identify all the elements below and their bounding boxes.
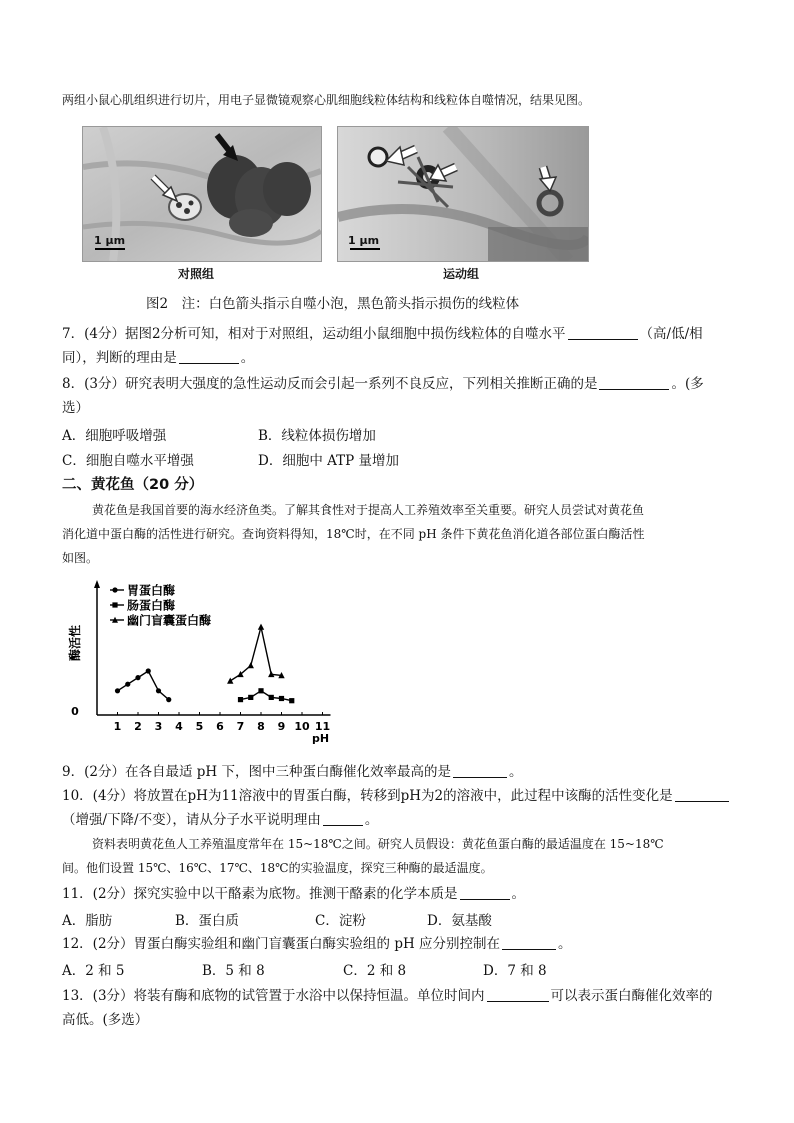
question-10-line2 [62,810,378,830]
q8-text-end: 。(多 [671,376,704,392]
q12-option-a[interactable]: A．2 和 5 [62,963,125,979]
data-point [258,688,263,693]
q12-blank[interactable] [502,935,556,950]
q9-text-end: 。 [508,764,523,780]
para2-line1: 资料表明黄花鱼人工养殖温度常年在 15~18℃之间。研究人员假设：黄花鱼蛋白酶的最适温度在 15~18℃ [92,837,664,851]
q11-text: 11．(2分）探究实验中以干酪素为底物。推测干酪素的化学本质是 [62,886,458,902]
para1-line3: 如图。 [62,551,99,565]
q10-text: 10．(4分）将放置在pH为11溶液中的胃蛋白酶，转移到pH为2的溶液中，此过程中该酶的活性变化是 [62,788,673,804]
data-point [279,696,284,701]
q7-text-c: 同），判断的理由是 [62,350,177,366]
q12-text: 12．(2分）胃蛋白酶实验组和幽门盲囊蛋白酶实验组的 pH 应分别控制在 [62,936,501,952]
question-9 [62,762,522,782]
question-13-line1 [62,986,713,1006]
section-2-title: 二、黄花鱼（20 分） [62,477,204,493]
q11-option-c[interactable]: C．淀粉 [315,913,366,929]
intro-text: 两组小鼠心肌组织进行切片，用电子显微镜观察心肌细胞线粒体结构和线粒体自噬情况，结果见图。 [62,93,591,107]
q10-blank-2[interactable] [323,811,363,826]
q8-option-b[interactable]: B．线粒体损伤增加 [258,428,376,444]
q12-option-d[interactable]: D．7 和 8 [483,963,547,979]
x-axis-label: pH [311,732,330,745]
q7-text-b: （高/低/相 [639,326,703,342]
data-point [269,695,274,700]
q8-option-c[interactable]: C．细胞自噬水平增强 [62,453,194,469]
scale-bar-left-label: 1 μm [94,234,126,247]
q9-blank[interactable] [453,763,507,778]
data-point [156,688,161,693]
q7-text-d: 。 [240,350,255,366]
x-tick-label: 1 [113,720,122,733]
question-13-line2: 高低。(多选） [62,1012,149,1028]
legend-label: 胃蛋白酶 [127,583,176,598]
q10-text-b: （增强/下降/不变），请从分子水平说明理由 [62,812,321,828]
label-exercise-group: 运动组 [443,267,480,281]
data-point [166,697,171,702]
question-7-line2 [62,348,254,368]
data-point [135,675,140,680]
para1-line1: 黄花鱼是我国首要的海水经济鱼类。了解其食性对于提高人工养殖效率至关重要。研究人员尝试对黄花鱼 [92,503,645,517]
y-axis-label: 酶活性 [68,624,82,662]
q11-blank[interactable] [460,885,510,900]
x-tick-label: 7 [236,720,245,733]
x-tick-label: 9 [277,720,286,733]
q11-option-a[interactable]: A．脂肪 [62,913,113,929]
label-control-group: 对照组 [178,267,215,281]
x-tick-label: 3 [154,720,163,733]
q8-option-a[interactable]: A．细胞呼吸增强 [62,428,167,444]
scale-bar-right-label: 1 μm [348,234,380,247]
q7-text-a: 7．(4分）据图2分析可知，相对于对照组，运动组小鼠细胞中损伤线粒体的自噬水平 [62,326,566,342]
q11-option-d[interactable]: D．氨基酸 [427,913,492,929]
x-tick-label: 8 [257,720,265,733]
figure2-caption: 图2 注：白色箭头指示自噬小泡，黑色箭头指示损伤的线粒体 [146,296,520,312]
q11-option-b[interactable]: B．蛋白质 [175,913,239,929]
data-point [258,624,264,630]
legend-marker [112,587,117,592]
x-tick-label: 5 [195,720,204,733]
data-point [248,695,253,700]
x-tick-label: 4 [175,720,183,733]
x-tick-label: 10 [294,720,310,733]
data-point [289,698,294,703]
q10-blank-1[interactable] [675,787,729,802]
q8-option-d[interactable]: D．细胞中 ATP 量增加 [258,453,400,469]
x-tick-label: 6 [216,720,224,733]
q12-option-b[interactable]: B．5 和 8 [202,963,265,979]
para2-line2: 间。他们设置 15℃、16℃、17℃、18℃的实验温度，探究三种酶的最适温度。 [62,861,493,875]
data-point [238,697,243,702]
x-tick-label: 0 [71,705,79,718]
data-point [146,668,151,673]
q10-text-end: 。 [364,812,379,828]
legend-marker [112,602,117,607]
question-8-line2: 选） [62,400,89,416]
x-tick-label: 2 [134,720,142,733]
q13-blank[interactable] [487,987,549,1002]
q13-text-a: 13．(3分）将装有酶和底物的试管置于水浴中以保持恒温。单位时间内 [62,988,485,1004]
para1-line2: 消化道中蛋白酶的活性进行研究。查询资料得知，18℃时，在不同 pH 条件下黄花鱼消化道各部位蛋白酶活性 [62,527,645,541]
series-line-0 [118,671,169,700]
q9-text: 9．(2分）在各自最适 pH 下，图中三种蛋白酶催化效率最高的是 [62,764,451,780]
q7-blank-2[interactable] [179,349,239,364]
legend-label: 肠蛋白酶 [127,598,176,613]
data-point [227,678,233,684]
series-line-2 [230,627,281,681]
y-axis-arrow [94,580,100,588]
question-12 [62,934,572,954]
q12-option-c[interactable]: C．2 和 8 [343,963,407,979]
q8-blank[interactable] [599,375,669,390]
question-8-line1 [62,374,704,394]
q12-text-end: 。 [558,936,572,952]
data-point [248,662,254,668]
legend-label: 幽门盲囊蛋白酶 [127,613,212,628]
data-point [125,682,130,687]
data-point [115,688,120,693]
q13-text-b: 可以表示蛋白酶催化效率的 [550,988,713,1004]
x-tick-label: 11 [314,720,331,733]
q11-text-end: 。 [511,886,526,902]
q8-text: 8．(3分）研究表明大强度的急性运动反而会引起一系列不良反应，下列相关推断正确的是 [62,376,598,392]
question-10-line1 [62,786,731,806]
enzyme-activity-chart [62,572,362,752]
question-11 [62,884,525,904]
question-7-line1 [62,324,703,344]
q7-blank-1[interactable] [568,325,638,340]
